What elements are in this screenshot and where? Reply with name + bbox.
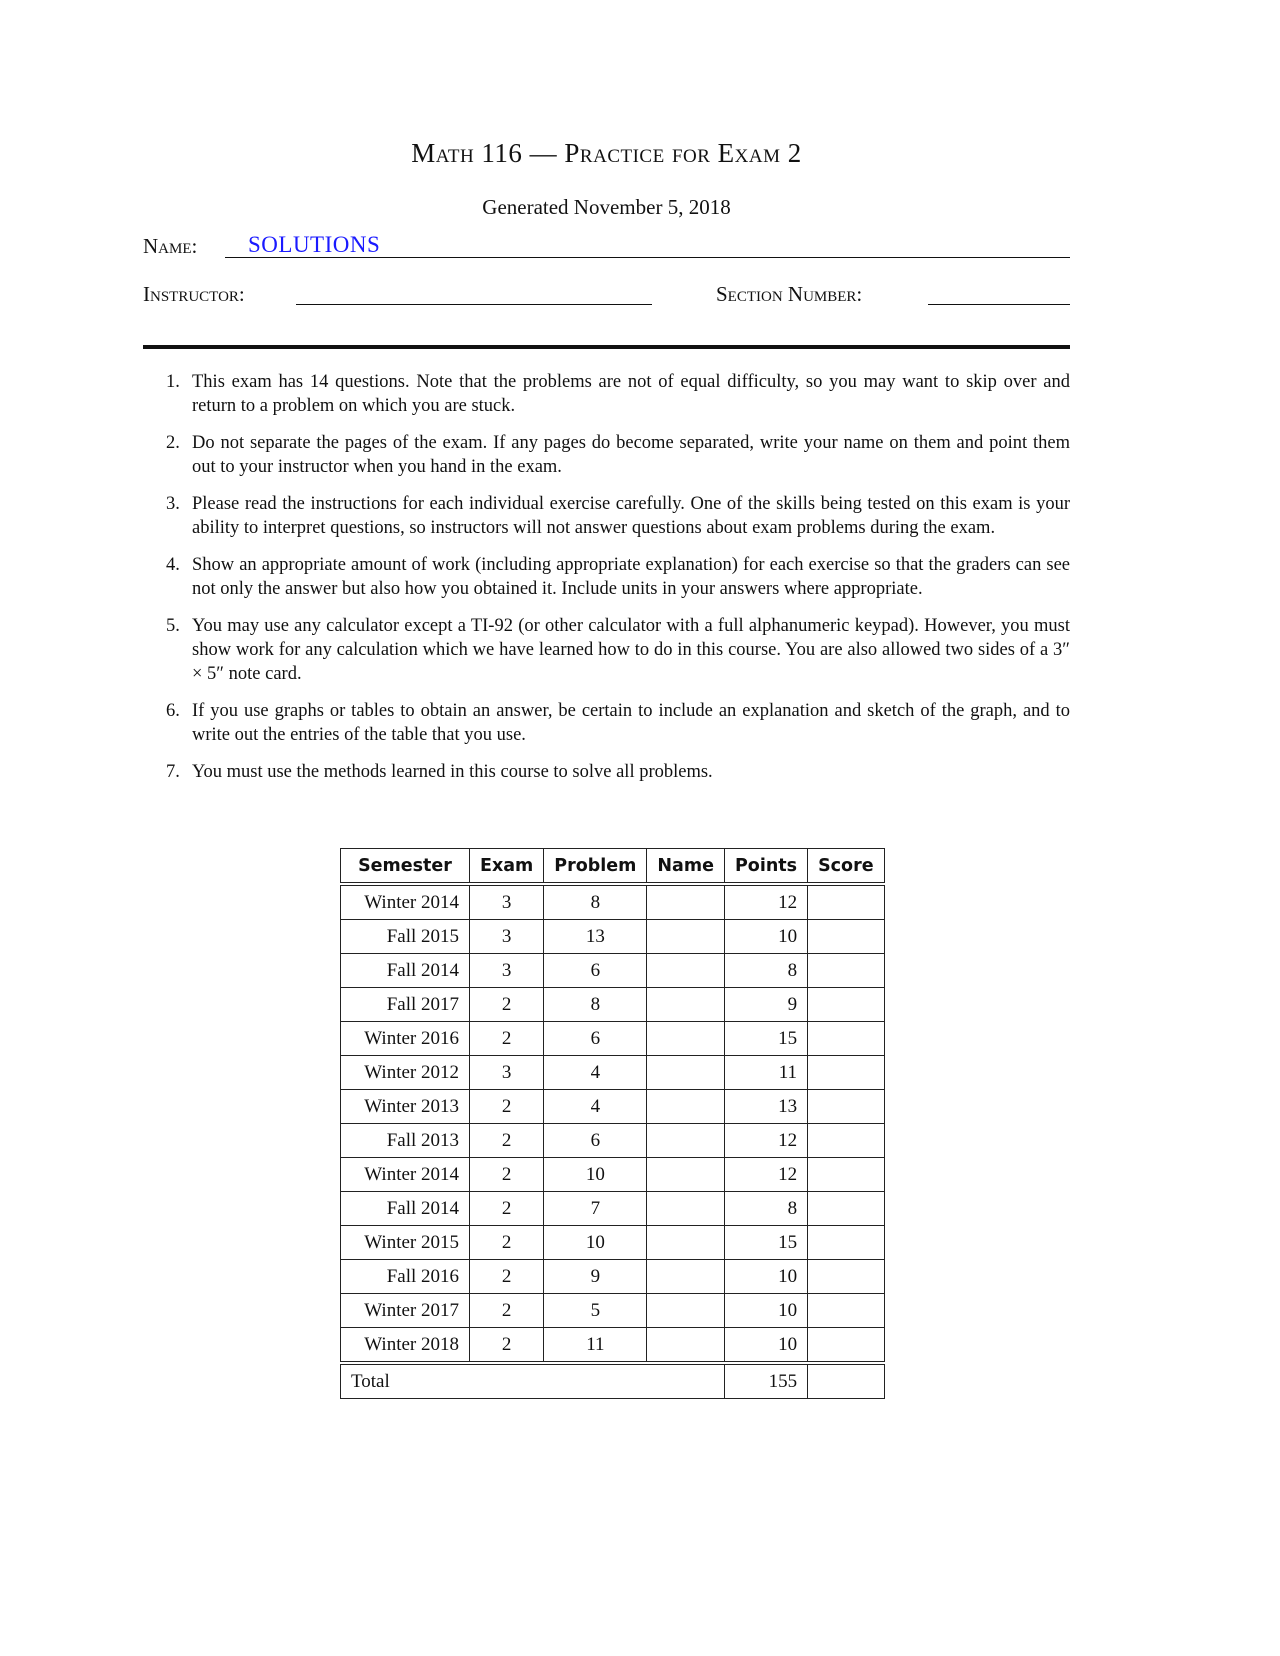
cell-score[interactable] — [808, 1226, 885, 1260]
instruction-text: Do not separate the pages of the exam. If any pages do become separated, write your name on them and point them out to your instructor when you hand in the exam. — [192, 433, 1070, 477]
cell-name — [647, 920, 725, 954]
instruction-text: You may use any calculator except a TI-92 (or other calculator with a full alphanumeric keypad). However, you must show work for any calculation which we have learned how to do in this course. You are also allowed two sides of a 3″ × 5″ note card. — [192, 616, 1070, 684]
cell-name — [647, 1158, 725, 1192]
cell-semester: Fall 2015 — [341, 920, 470, 954]
generated-date: Generated November 5, 2018 — [482, 195, 731, 219]
table-row — [341, 884, 885, 920]
divider — [143, 345, 1070, 349]
instruction-item — [166, 492, 1070, 540]
cell-semester: Fall 2013 — [341, 1124, 470, 1158]
cell-exam: 2 — [470, 1226, 544, 1260]
cell-score[interactable] — [808, 1328, 885, 1364]
cell-name — [647, 988, 725, 1022]
cell-exam: 2 — [470, 1192, 544, 1226]
cell-exam: 2 — [470, 1328, 544, 1364]
total-label: Total — [341, 1363, 725, 1399]
table-row — [341, 1158, 885, 1192]
name-value: SOLUTIONS — [248, 232, 381, 257]
cell-problem: 10 — [544, 1158, 647, 1192]
instruction-number: 7. — [166, 762, 180, 782]
cell-semester: Fall 2016 — [341, 1260, 470, 1294]
cell-points: 8 — [724, 1192, 807, 1226]
instruction-item — [166, 431, 1070, 479]
cell-score[interactable] — [808, 1158, 885, 1192]
cell-name — [647, 1090, 725, 1124]
cell-points: 9 — [724, 988, 807, 1022]
col-semester: Semester — [341, 849, 470, 885]
instruction-item — [166, 553, 1070, 601]
instruction-text: If you use graphs or tables to obtain an answer, be certain to include an explanation and sketch of the graph, and to write out the entries of the table that you use. — [192, 701, 1070, 745]
cell-points: 12 — [724, 1158, 807, 1192]
cell-exam: 3 — [470, 884, 544, 920]
col-exam: Exam — [470, 849, 544, 885]
cell-score[interactable] — [808, 1294, 885, 1328]
cell-semester: Fall 2014 — [341, 954, 470, 988]
cell-score[interactable] — [808, 954, 885, 988]
cell-points: 15 — [724, 1022, 807, 1056]
table-row — [341, 1022, 885, 1056]
cell-semester: Winter 2016 — [341, 1022, 470, 1056]
cell-score[interactable] — [808, 1090, 885, 1124]
cell-problem: 5 — [544, 1294, 647, 1328]
table-row — [341, 1192, 885, 1226]
cell-problem: 6 — [544, 954, 647, 988]
cell-problem: 8 — [544, 988, 647, 1022]
cell-semester: Winter 2013 — [341, 1090, 470, 1124]
cell-points: 13 — [724, 1090, 807, 1124]
cell-points: 11 — [724, 1056, 807, 1090]
col-points: Points — [724, 849, 807, 885]
instruction-item — [166, 614, 1070, 686]
table-row — [341, 1090, 885, 1124]
cell-points: 10 — [724, 1294, 807, 1328]
cell-exam: 2 — [470, 1124, 544, 1158]
cell-score[interactable] — [808, 1022, 885, 1056]
table-row — [341, 1226, 885, 1260]
cell-problem: 10 — [544, 1226, 647, 1260]
cell-points: 8 — [724, 954, 807, 988]
cell-semester: Winter 2014 — [341, 884, 470, 920]
cell-semester: Winter 2014 — [341, 1158, 470, 1192]
cell-name — [647, 884, 725, 920]
cell-exam: 2 — [470, 1158, 544, 1192]
cell-score[interactable] — [808, 1056, 885, 1090]
cell-problem: 6 — [544, 1022, 647, 1056]
cell-exam: 3 — [470, 920, 544, 954]
cell-name — [647, 1192, 725, 1226]
cell-exam: 2 — [470, 988, 544, 1022]
instructor-field[interactable] — [296, 280, 652, 305]
cell-score[interactable] — [808, 1260, 885, 1294]
table-row — [341, 954, 885, 988]
cell-problem: 6 — [544, 1124, 647, 1158]
cell-exam: 2 — [470, 1090, 544, 1124]
cell-points: 12 — [724, 884, 807, 920]
cell-semester: Fall 2014 — [341, 1192, 470, 1226]
cell-points: 10 — [724, 1328, 807, 1364]
table-row — [341, 988, 885, 1022]
table-row — [341, 1124, 885, 1158]
col-problem: Problem — [544, 849, 647, 885]
cell-score[interactable] — [808, 988, 885, 1022]
instruction-text: You must use the methods learned in this course to solve all problems. — [192, 762, 713, 782]
instruction-number: 3. — [166, 494, 180, 514]
cell-score[interactable] — [808, 920, 885, 954]
instruction-item — [166, 760, 1070, 784]
cell-points: 15 — [724, 1226, 807, 1260]
page-title: Math 116 — Practice for Exam 2 — [411, 138, 802, 168]
col-name: Name — [647, 849, 725, 885]
cell-points: 10 — [724, 1260, 807, 1294]
instruction-number: 1. — [166, 372, 180, 392]
cell-semester: Winter 2018 — [341, 1328, 470, 1364]
col-score: Score — [808, 849, 885, 885]
section-number-field[interactable] — [928, 280, 1070, 305]
cell-name — [647, 1124, 725, 1158]
cell-name — [647, 1022, 725, 1056]
table-row — [341, 1294, 885, 1328]
cell-name — [647, 1260, 725, 1294]
instruction-item — [166, 370, 1070, 418]
cell-problem: 11 — [544, 1328, 647, 1364]
instructions-list — [166, 370, 1070, 797]
instruction-number: 4. — [166, 555, 180, 575]
name-label: Name: — [143, 234, 198, 258]
instructor-label: Instructor: — [143, 282, 245, 306]
instruction-text: Please read the instructions for each individual exercise carefully. One of the skills being tested on this exam is your ability to interpret questions, so instructors will not answer questions about exam problems during the exam. — [192, 494, 1070, 538]
name-field[interactable] — [225, 230, 1070, 258]
cell-points: 10 — [724, 920, 807, 954]
cell-exam: 2 — [470, 1294, 544, 1328]
instruction-number: 2. — [166, 433, 180, 453]
cell-problem: 8 — [544, 884, 647, 920]
problem-table — [340, 848, 885, 1399]
cell-semester: Winter 2015 — [341, 1226, 470, 1260]
cell-name — [647, 954, 725, 988]
cell-points: 12 — [724, 1124, 807, 1158]
cell-score[interactable] — [808, 1124, 885, 1158]
instruction-number: 5. — [166, 616, 180, 636]
table-row — [341, 1328, 885, 1364]
instruction-text: This exam has 14 questions. Note that the problems are not of equal difficulty, so you may want to skip over and return to a problem on which you are stuck. — [192, 372, 1070, 416]
cell-semester: Fall 2017 — [341, 988, 470, 1022]
cell-exam: 3 — [470, 1056, 544, 1090]
instruction-item — [166, 699, 1070, 747]
cell-name — [647, 1056, 725, 1090]
cell-problem: 4 — [544, 1056, 647, 1090]
cell-exam: 2 — [470, 1022, 544, 1056]
cell-exam: 2 — [470, 1260, 544, 1294]
cell-problem: 13 — [544, 920, 647, 954]
cell-score[interactable] — [808, 1192, 885, 1226]
section-number-label: Section Number: — [716, 282, 863, 306]
cell-problem: 4 — [544, 1090, 647, 1124]
cell-semester: Winter 2017 — [341, 1294, 470, 1328]
table-header-row — [341, 849, 885, 885]
cell-semester: Winter 2012 — [341, 1056, 470, 1090]
table-row — [341, 920, 885, 954]
cell-name — [647, 1294, 725, 1328]
cell-name — [647, 1328, 725, 1364]
cell-exam: 3 — [470, 954, 544, 988]
table-row — [341, 1260, 885, 1294]
instruction-number: 6. — [166, 701, 180, 721]
instruction-text: Show an appropriate amount of work (including appropriate explanation) for each exercise so that the graders can see not only the answer but also how you obtained it. Include units in your answers where appropriate. — [192, 555, 1070, 599]
cell-problem: 9 — [544, 1260, 647, 1294]
total-score[interactable] — [808, 1363, 885, 1399]
table-row — [341, 1056, 885, 1090]
total-row — [341, 1363, 885, 1399]
cell-score[interactable] — [808, 884, 885, 920]
total-points: 155 — [724, 1363, 807, 1399]
cell-problem: 7 — [544, 1192, 647, 1226]
cell-name — [647, 1226, 725, 1260]
